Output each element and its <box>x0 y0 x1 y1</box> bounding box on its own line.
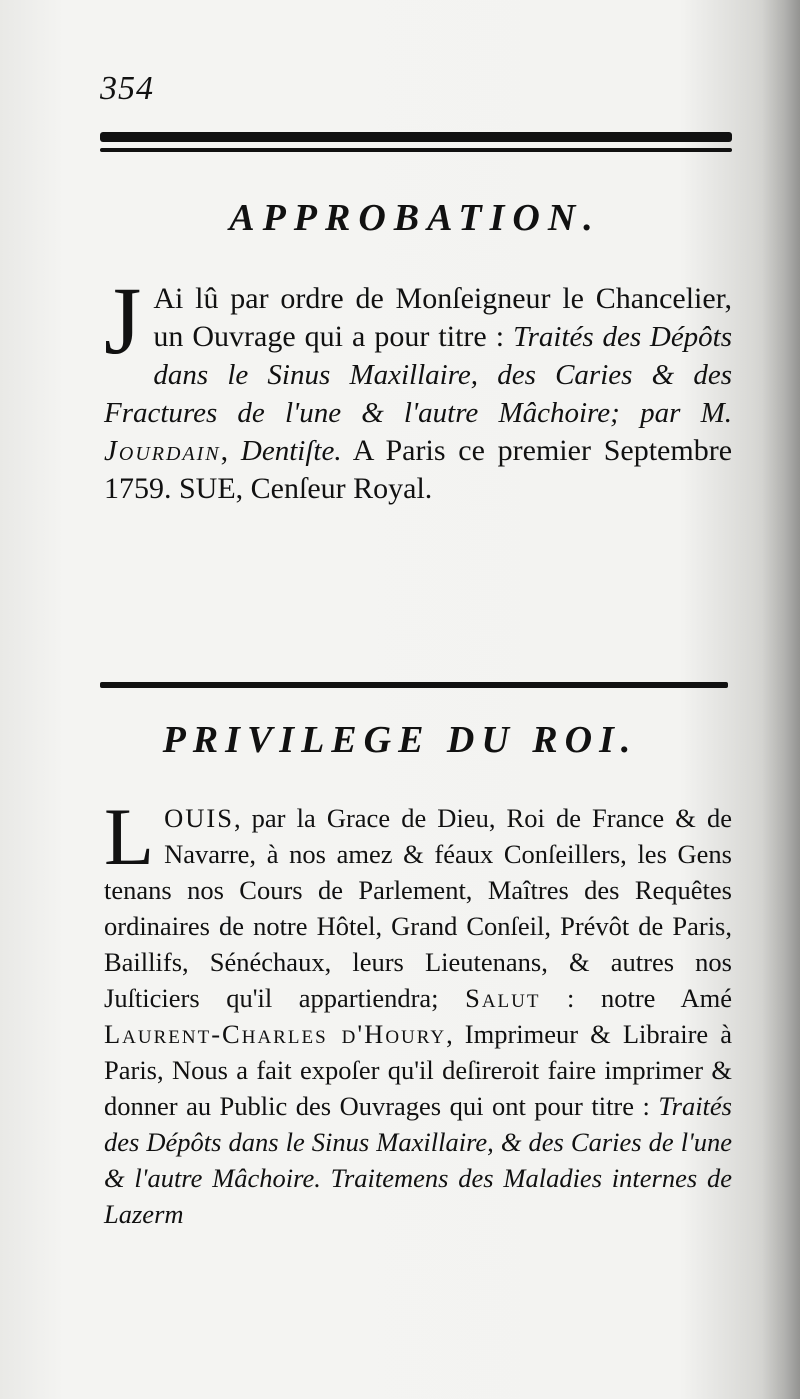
approbation-author-comma: , <box>220 434 241 467</box>
approbation-heading: APPROBATION. <box>229 197 601 239</box>
privilege-first-word: OUIS <box>164 803 234 833</box>
privilege-text-2: : notre Amé <box>567 983 732 1013</box>
approbation-dropcap: J <box>104 267 142 374</box>
approbation-line-2: le Chancelier, un Ouvrage qui a <box>153 282 732 353</box>
header-rule-thick <box>100 132 732 142</box>
privilege-name: Laurent-Charles d'Houry <box>104 1019 447 1049</box>
approbation-line-1: Ai lû par ordre de Monſeigneur <box>153 282 551 315</box>
header-rule-thin <box>100 148 732 152</box>
page-number: 354 <box>100 70 154 107</box>
section-divider-rule <box>100 682 728 688</box>
approbation-dentiste: Dentiſte. <box>240 435 342 467</box>
privilege-text-1: , par la Grace de Dieu, Roi de France & de Navarre, à nos amez & féaux Conſeillers, les Gens tenans nos Cours de Parlement, Maîtres des Requêtes ordinaires de notre Hôtel, Grand Conſeil, Prévôt de Paris, Baillifs, Sénéchaux, leurs Lieutenans, & autres nos Juſticiers qu'il appartiendra; <box>104 803 732 1013</box>
privilege-text-3: , Imprimeur & Libraire à Paris, Nous a fait expoſer qu'il deſireroit faire imprimer & donner au Public des Ouvrages qui ont pour titre : <box>104 1019 732 1121</box>
approbation-by: par M. <box>640 397 733 429</box>
privilege-salut: Salut <box>465 983 541 1013</box>
privilege-dropcap: L <box>104 791 155 882</box>
approbation-line-3: pour titre : <box>374 320 505 353</box>
approbation-work-title: Traités des Dépôts dans le Sinus Maxillaire, des Caries & des Fractures de l'une & l'autre Mâchoire; <box>104 321 733 429</box>
header-double-rule <box>100 128 732 158</box>
approbation-closing: A Paris ce premier Septembre 1759. SUE, Cenſeur Royal. <box>104 434 733 505</box>
approbation-paragraph <box>104 267 733 508</box>
privilege-paragraph <box>104 791 732 1232</box>
privilege-heading: PRIVILEGE DU ROI. <box>162 719 638 761</box>
privilege-work-title: Traités des Dépôts dans le Sinus Maxillaire, & des Caries de l'une & l'autre Mâchoire. Traitemens des Maladies internes de Lazerm <box>104 1091 732 1229</box>
approbation-author: Jourdain <box>104 435 221 467</box>
